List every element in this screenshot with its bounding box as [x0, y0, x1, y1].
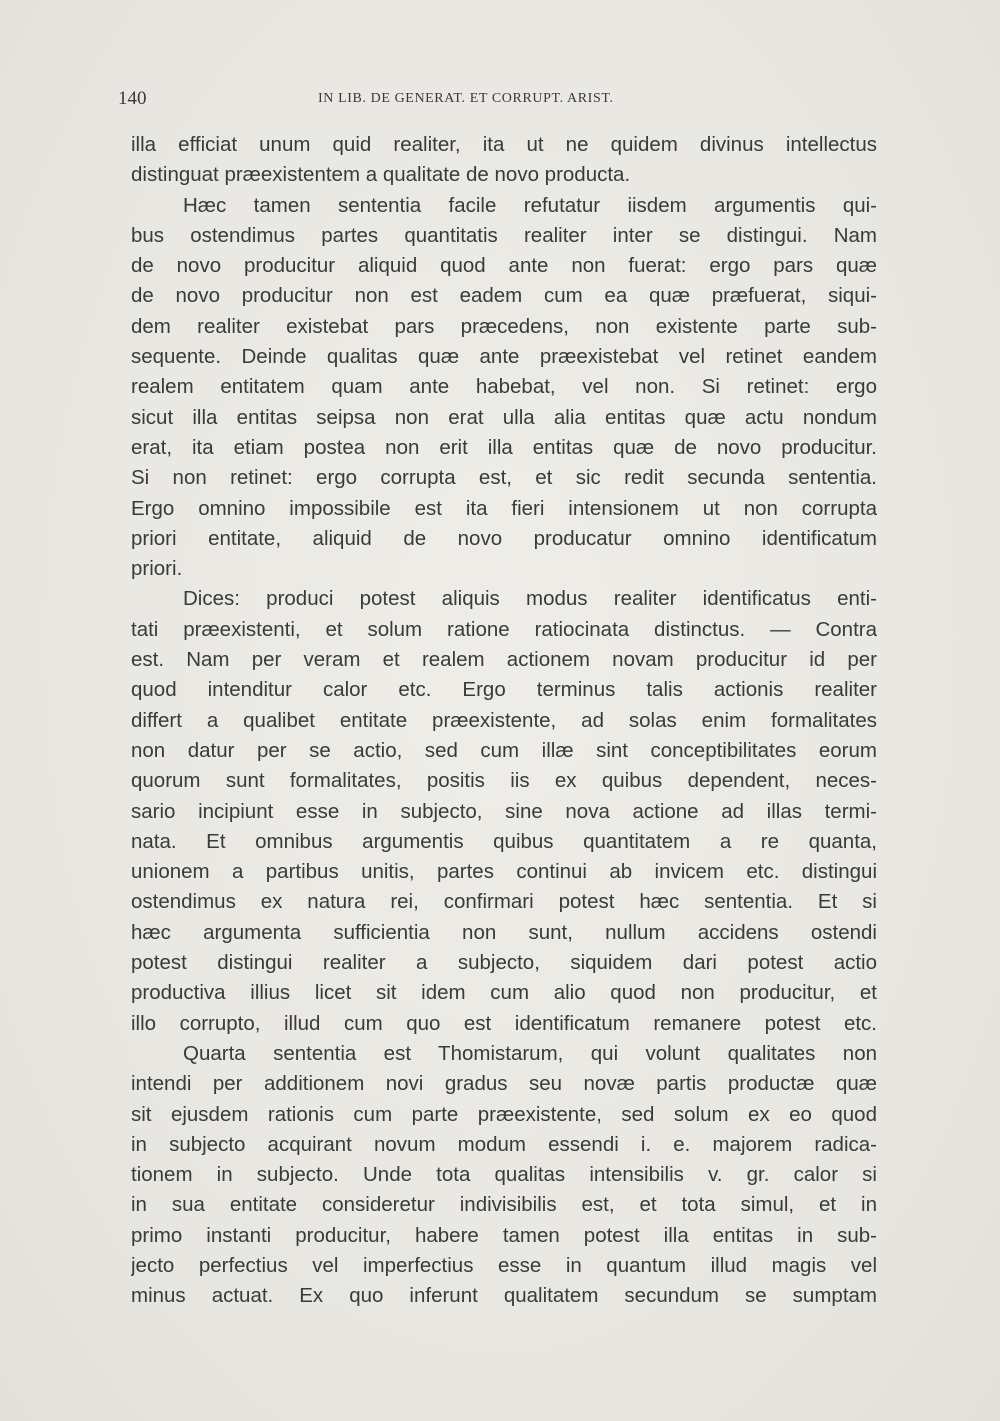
- text-line: intendi per additionem novi gradus seu novæ partis productæ quæ: [131, 1072, 877, 1096]
- text-line: quod intenditur calor etc. Ergo terminus talis actionis realiter: [131, 678, 877, 702]
- text-line: realem entitatem quam ante habebat, vel non. Si retinet: ergo: [131, 375, 877, 399]
- text-line: in subjecto acquirant novum modum essendi i. e. majorem radica-: [131, 1132, 877, 1156]
- text-line: potest distingui realiter a subjecto, siquidem dari potest actio: [131, 951, 877, 975]
- text-line: Si non retinet: ergo corrupta est, et sic redit secunda sententia.: [131, 466, 877, 490]
- page-number: 140: [118, 88, 147, 109]
- text-line: erat, ita etiam postea non erit illa entitas quæ de novo producitur.: [131, 435, 877, 459]
- text-line: sario incipiunt esse in subjecto, sine nova actione ad illas termi-: [131, 799, 877, 823]
- text-line: sequente. Deinde qualitas quæ ante præexistebat vel retinet eandem: [131, 345, 877, 369]
- text-line: distinguat præexistentem a qualitate de novo producta.: [131, 163, 631, 187]
- text-line: sicut illa entitas seipsa non erat ulla alia entitas quæ actu nondum: [131, 405, 877, 429]
- text-line: Quarta sententia est Thomistarum, qui volunt qualitates non: [183, 1041, 877, 1065]
- text-line: Hæc tamen sententia facile refutatur iisdem argumentis qui-: [183, 193, 877, 217]
- text-line: quorum sunt formalitates, positis iis ex quibus dependent, neces-: [131, 769, 877, 793]
- text-line: primo instanti producitur, habere tamen potest illa entitas in sub-: [131, 1223, 877, 1247]
- text-line: tati præexistenti, et solum ratione ratiocinata distinctus. — Contra: [131, 617, 877, 641]
- text-line: hæc argumenta sufficientia non sunt, nullum accidens ostendi: [131, 920, 877, 944]
- text-line: ostendimus ex natura rei, confirmari potest hæc sententia. Et si: [131, 890, 877, 914]
- text-line: Ergo omnino impossibile est ita fieri intensionem ut non corrupta: [131, 496, 877, 520]
- text-line: dem realiter existebat pars præcedens, non existente parte sub-: [131, 314, 877, 338]
- text-line: unionem a partibus unitis, partes continui ab invicem etc. distingui: [131, 860, 877, 884]
- text-line: Dices: produci potest aliquis modus realiter identificatus enti-: [183, 587, 877, 611]
- running-head: IN LIB. DE GENERAT. ET CORRUPT. ARIST.: [318, 91, 614, 106]
- text-line: tionem in subjecto. Unde tota qualitas intensibilis v. gr. calor si: [131, 1163, 877, 1187]
- text-line: illa efficiat unum quid realiter, ita ut ne quidem divinus intellectus: [131, 133, 877, 156]
- text-line: minus actuat. Ex quo inferunt qualitatem secundum se sumptam: [131, 1284, 877, 1308]
- body-text: [131, 130, 877, 1312]
- text-line: in sua entitate consideretur indivisibilis est, et tota simul, et in: [131, 1193, 877, 1217]
- page-header: [118, 88, 878, 112]
- text-line: differt a qualibet entitate præexistente, ad solas enim formalitates: [131, 708, 877, 732]
- text-line: bus ostendimus partes quantitatis realiter inter se distingui. Nam: [131, 223, 877, 247]
- text-line: priori entitate, aliquid de novo producatur omnino identificatum: [131, 526, 877, 550]
- text-line: de novo producitur aliquid quod ante non fuerat: ergo pars quæ: [131, 254, 877, 278]
- text-line: est. Nam per veram et realem actionem novam producitur id per: [131, 648, 877, 672]
- text-line: priori.: [131, 557, 183, 581]
- text-line: productiva illius licet sit idem cum alio quod non producitur, et: [131, 981, 877, 1005]
- text-line: non datur per se actio, sed cum illæ sint conceptibilitates eorum: [131, 738, 877, 762]
- text-line: jecto perfectius vel imperfectius esse in quantum illud magis vel: [131, 1253, 877, 1277]
- text-line: nata. Et omnibus argumentis quibus quantitatem a re quanta,: [131, 829, 877, 853]
- text-line: illo corrupto, illud cum quo est identificatum remanere potest etc.: [131, 1011, 877, 1035]
- text-line: de novo producitur non est eadem cum ea quæ præfuerat, siqui-: [131, 284, 877, 308]
- text-line: sit ejusdem rationis cum parte præexistente, sed solum ex eo quod: [131, 1102, 877, 1126]
